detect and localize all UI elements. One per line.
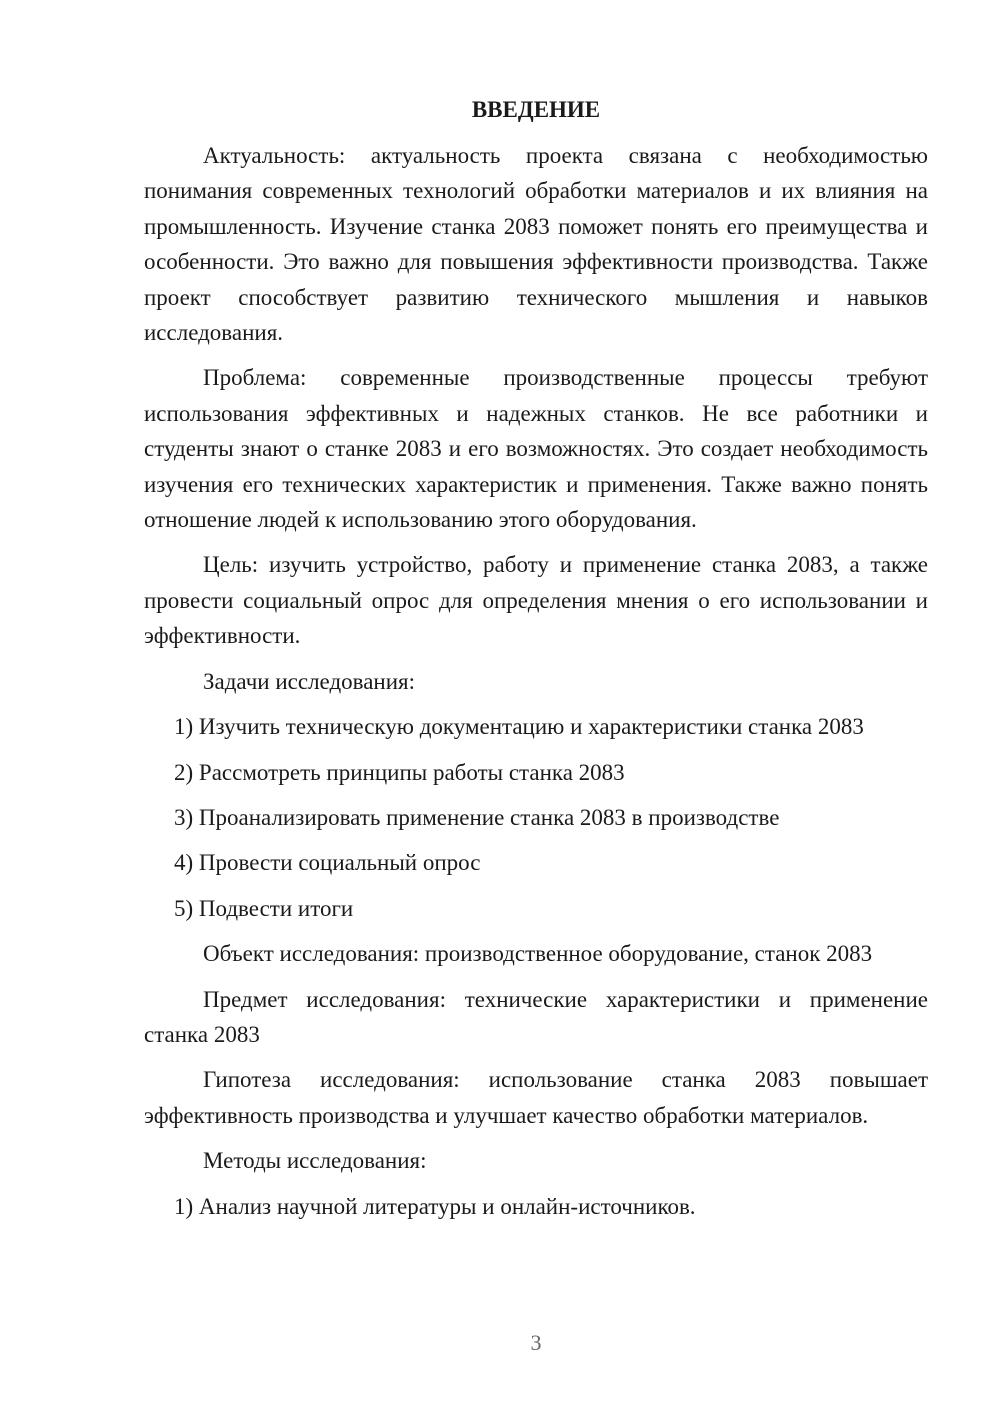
task-item-2: 2) Рассмотреть принципы работы станка 2083	[174, 759, 625, 785]
relevance-paragraph: Актуальность: актуальность проекта связана с необходимостью понимания современных технологий обработки материалов и их влияния на промышленность. Изучение станка 2083 поможет понять его преимущества и особенности. Это важно для повышения эффективности производства. Также проект способствует развитию технического мышления и навыков исследования.	[144, 143, 928, 346]
page-number: 3	[530, 1330, 542, 1355]
problem-paragraph: Проблема: современные производственные процессы требуют использования эффективных и надежных станков. Не все работники и студенты знают о станке 2083 и его возможностях. Это создает необходимость изучения его технических характеристик и применения. Также важно понять отношение людей к использованию этого оборудования.	[144, 365, 928, 533]
methods-heading: Методы исследования:	[203, 1148, 427, 1174]
task-item-4: 4) Провести социальный опрос	[174, 850, 481, 876]
document-body	[144, 92, 928, 1234]
task-item-5: 5) Подвести итоги	[174, 895, 354, 921]
object-paragraph: Объект исследования: производственное оборудование, станок 2083	[203, 941, 873, 967]
goal-paragraph: Цель: изучить устройство, работу и применение станка 2083, а также провести социальный опрос для определения мнения о его использовании и эффективности.	[144, 552, 928, 649]
hypothesis-paragraph: Гипотеза исследования: использование станка 2083 повышает эффективность производства и улучшает качество обработки материалов.	[144, 1067, 928, 1128]
task-item-3: 3) Проанализировать применение станка 2083 в производстве	[174, 804, 780, 830]
subject-paragraph: Предмет исследования: технические характеристики и применение станка 2083	[144, 986, 928, 1047]
task-item-1: 1) Изучить техническую документацию и характеристики станка 2083	[174, 714, 864, 740]
method-item-1: 1) Анализ научной литературы и онлайн-источников.	[174, 1193, 696, 1219]
page-title: ВВЕДЕНИЕ	[471, 97, 601, 122]
tasks-heading: Задачи исследования:	[203, 668, 416, 694]
